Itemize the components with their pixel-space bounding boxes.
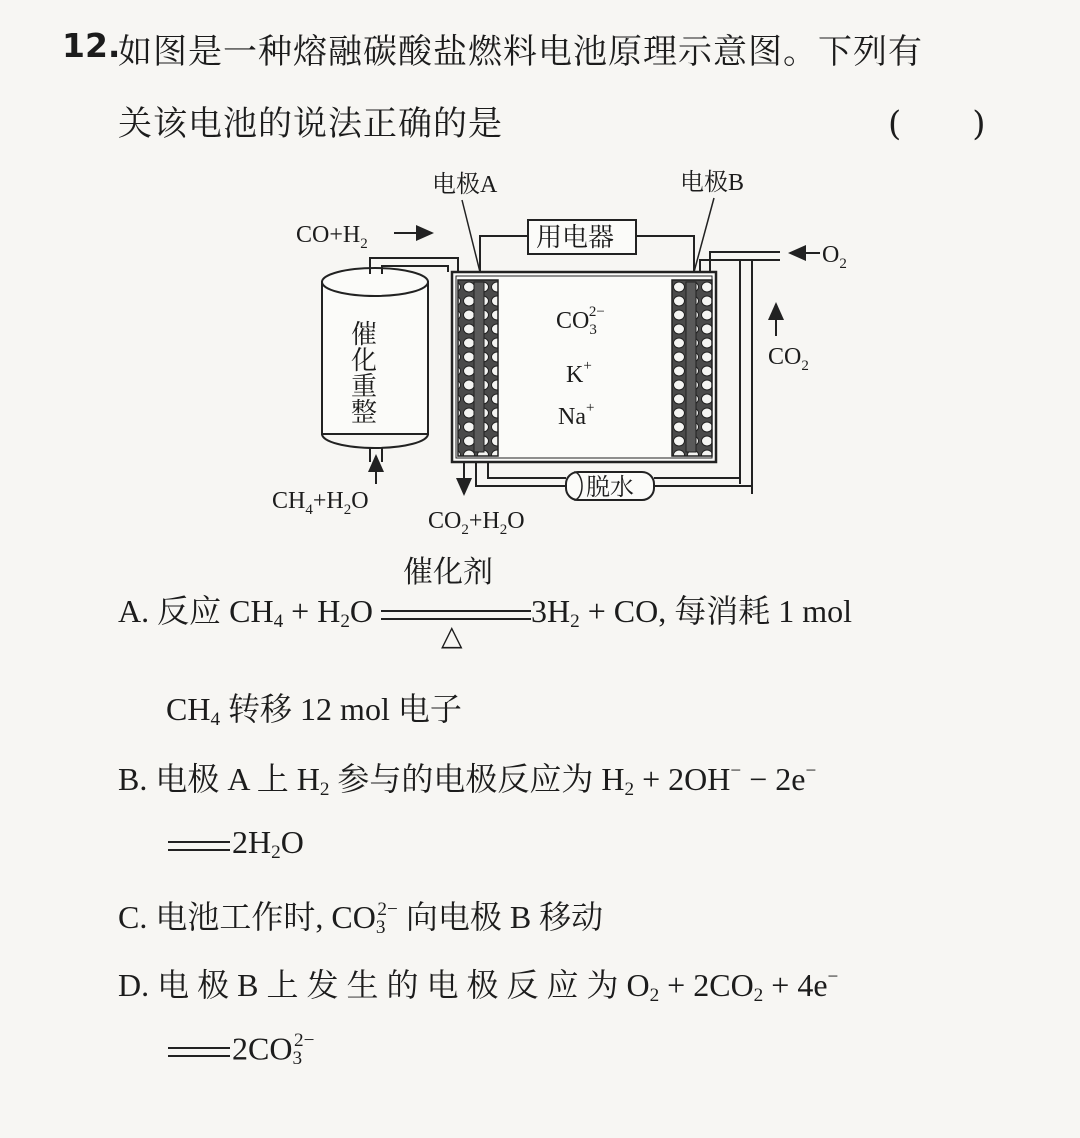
o2-input-label: $O_2$ <box>822 242 847 272</box>
answer-blank[interactable]: ( ) <box>888 104 987 144</box>
heat-symbol: △ <box>441 621 463 652</box>
reaction-condition-equals <box>381 556 531 652</box>
reformer-label: 催化重整 <box>347 320 377 424</box>
electrode-b-label: 电极B <box>680 170 745 196</box>
fuel-input-label: $CO+H_2$ <box>296 222 368 252</box>
option-b[interactable]: B. 电极 A 上 $H_2$ 参与的电极反应为 $H_2 + 2OH^- - 2e^-$ <box>118 760 817 800</box>
exhaust-pipe <box>476 462 566 486</box>
appliance-label: 用电器 <box>536 223 615 252</box>
electrode-a-plate <box>474 282 484 452</box>
ion-sodium: Na+ <box>558 400 595 430</box>
equals-sign <box>168 1047 230 1057</box>
co2-input-label: $CO_2$ <box>768 344 809 374</box>
question-stem-line1: 如图是一种熔融碳酸盐燃料电池原理示意图。下列有 <box>118 32 923 72</box>
option-d-label: D. <box>118 967 150 1003</box>
option-b-label: B. <box>118 761 148 797</box>
question-number: 12. <box>62 26 121 65</box>
fuel-cell-diagram <box>0 0 1080 540</box>
option-a-line2: $CH_4$ 转移 12 mol 电子 <box>166 691 462 730</box>
ion-carbonate: $CO_32-$ <box>556 304 605 338</box>
option-a-label: A. <box>118 593 150 629</box>
option-c[interactable]: C. 电池工作时, $CO_3^{2-}$ 向电极 B 移动 <box>118 898 604 938</box>
anode-output-label: $CO_2+H_2O$ <box>428 508 525 538</box>
option-d-line2: $2CO_3^{2-}$ <box>166 1030 314 1070</box>
catalyst-label: 催化剂 <box>403 556 494 589</box>
ion-potassium: K+ <box>566 358 592 388</box>
reformer-input-label: $CH_4+H_2O$ <box>272 488 369 518</box>
co2-recycle-pipe <box>740 260 752 494</box>
option-b-line2: $2H_2O$ <box>166 824 304 864</box>
option-a[interactable]: A. 反应 $CH_4 + H_2O$ 催化剂 △ $3H_2$ + CO, 每消耗 1 mol <box>118 586 852 633</box>
electrode-a-label: 电极A <box>432 172 498 198</box>
option-c-label: C. <box>118 899 148 935</box>
option-d[interactable]: D. 电 极 B 上 发 生 的 电 极 反 应 为 $O_2 + 2CO_2 + 4e^-$ <box>118 966 839 1006</box>
electrode-b-plate <box>686 282 696 452</box>
question-stem-line2: 关该电池的说法正确的是 <box>118 104 503 144</box>
dehydrator-label: 脱水 <box>586 475 634 501</box>
equals-sign <box>168 841 230 851</box>
